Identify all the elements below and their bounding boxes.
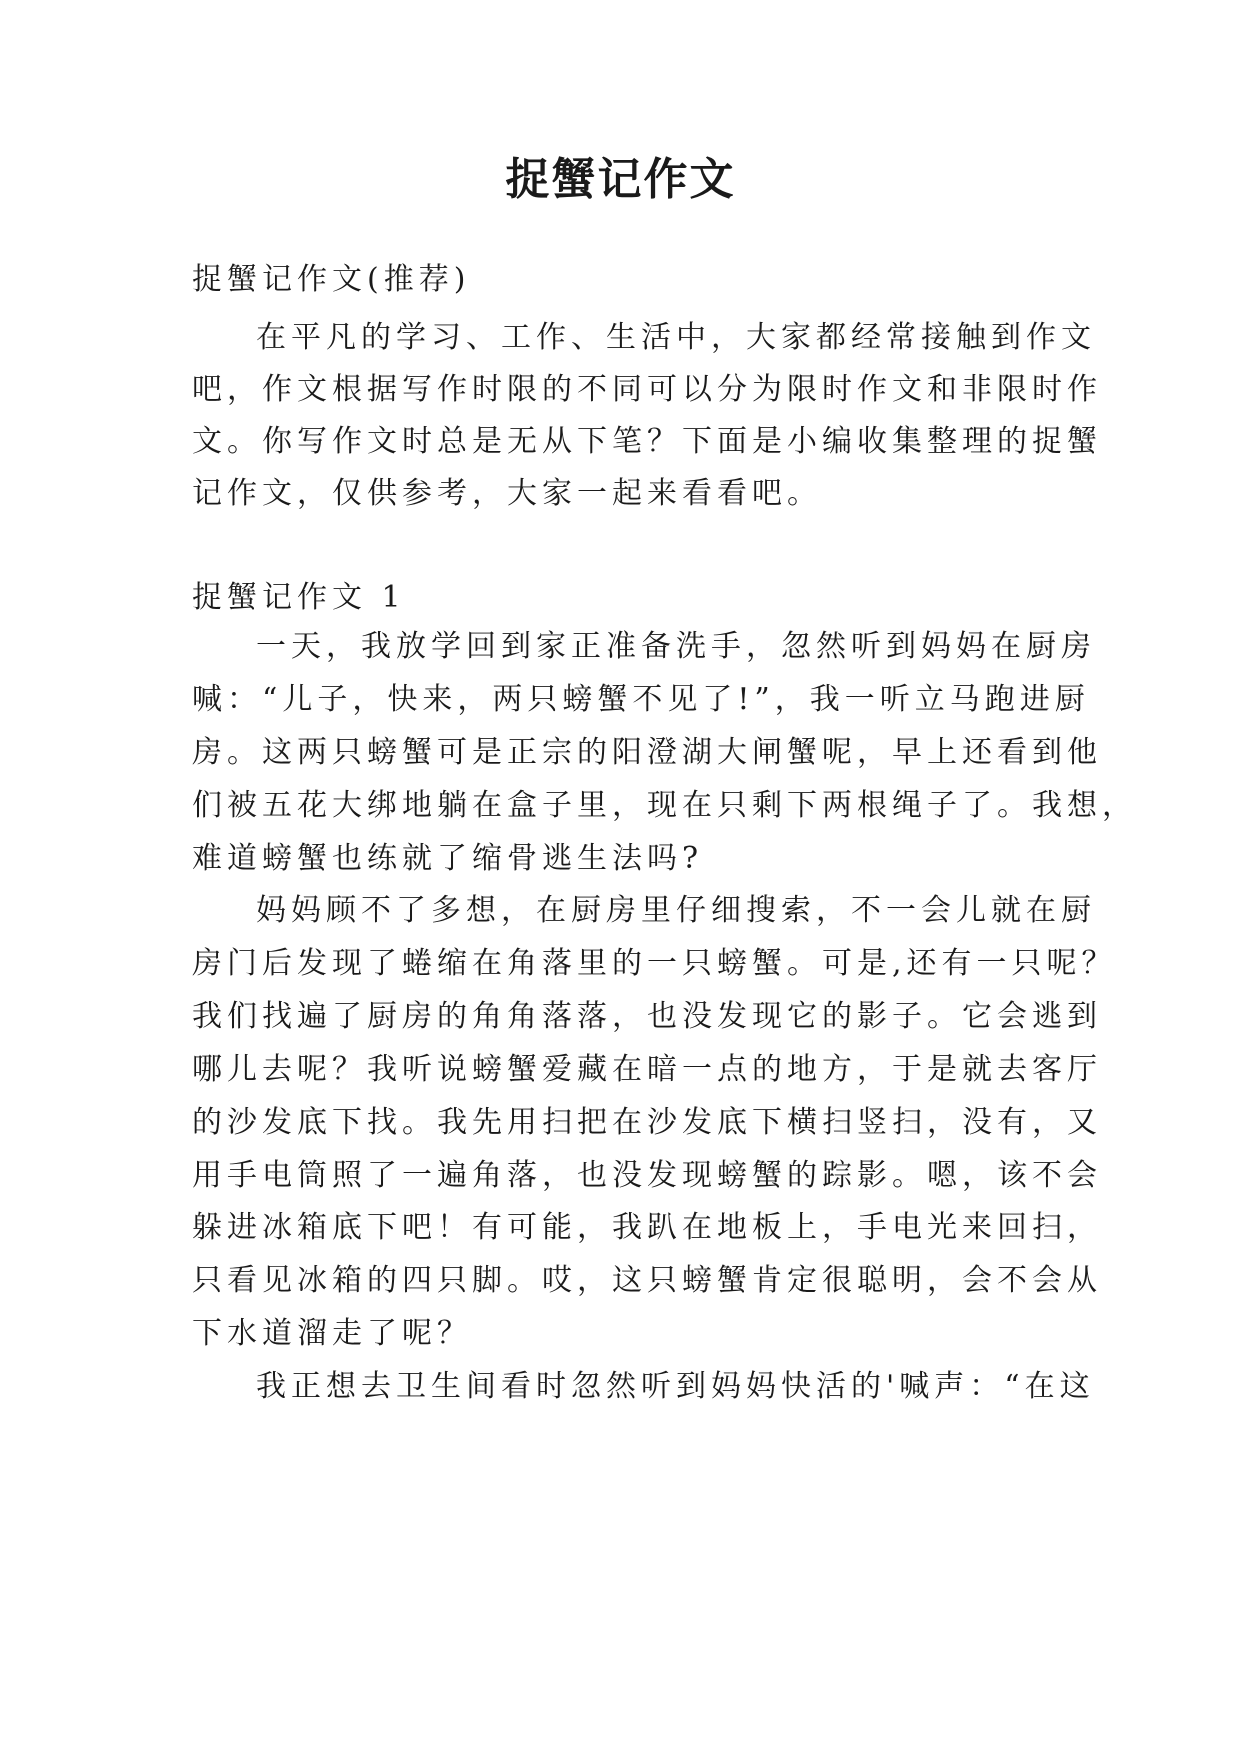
document-subtitle: 捉蟹记作文(推荐) <box>192 262 471 297</box>
paragraph-line: 躲进冰箱底下吧！有可能，我趴在地板上，手电光来回扫， <box>192 1210 1102 1245</box>
paragraph-line: 喊：“儿子，快来，两只螃蟹不见了!”，我一听立马跑进厨 <box>192 682 1090 717</box>
paragraph-line: 房门后发现了蜷缩在角落里的一只螃蟹。可是,还有一只呢？ <box>192 946 1117 981</box>
paragraph-line: 一天，我放学回到家正准备洗手，忽然听到妈妈在厨房 <box>256 629 1096 664</box>
paragraph-line: 下水道溜走了呢？ <box>192 1316 472 1351</box>
paragraph-line: 房。这两只螃蟹可是正宗的阳澄湖大闸蟹呢，早上还看到他 <box>192 735 1102 770</box>
paragraph-line: 妈妈顾不了多想，在厨房里仔细搜索，不一会儿就在厨 <box>256 893 1096 928</box>
intro-line: 记作文，仅供参考，大家一起来看看吧。 <box>192 476 822 511</box>
paragraph-line: 我正想去卫生间看时忽然听到妈妈快活的'喊声：“在这 <box>256 1369 1095 1404</box>
intro-line: 在平凡的学习、工作、生活中，大家都经常接触到作文 <box>256 320 1096 355</box>
paragraph-line: 哪儿去呢？我听说螃蟹爱藏在暗一点的地方，于是就去客厅 <box>192 1052 1102 1087</box>
paragraph-line: 难道螃蟹也练就了缩骨逃生法吗? <box>192 841 704 876</box>
intro-line: 吧，作文根据写作时限的不同可以分为限时作文和非限时作 <box>192 372 1102 407</box>
paragraph-line: 们被五花大绑地躺在盒子里，现在只剩下两根绳子了。我想， <box>192 788 1137 823</box>
paragraph-line: 的沙发底下找。我先用扫把在沙发底下横扫竖扫，没有，又 <box>192 1105 1102 1140</box>
paragraph-line: 用手电筒照了一遍角落，也没发现螃蟹的踪影。嗯，该不会 <box>192 1158 1102 1193</box>
paragraph-line: 只看见冰箱的四只脚。哎，这只螃蟹肯定很聪明，会不会从 <box>192 1263 1102 1298</box>
document-title: 捉蟹记作文 <box>505 154 736 205</box>
intro-line: 文。你写作文时总是无从下笔？下面是小编收集整理的捉蟹 <box>192 424 1102 459</box>
section-heading: 捉蟹记作文 1 <box>192 580 406 615</box>
paragraph-line: 我们找遍了厨房的角角落落，也没发现它的影子。它会逃到 <box>192 999 1102 1034</box>
